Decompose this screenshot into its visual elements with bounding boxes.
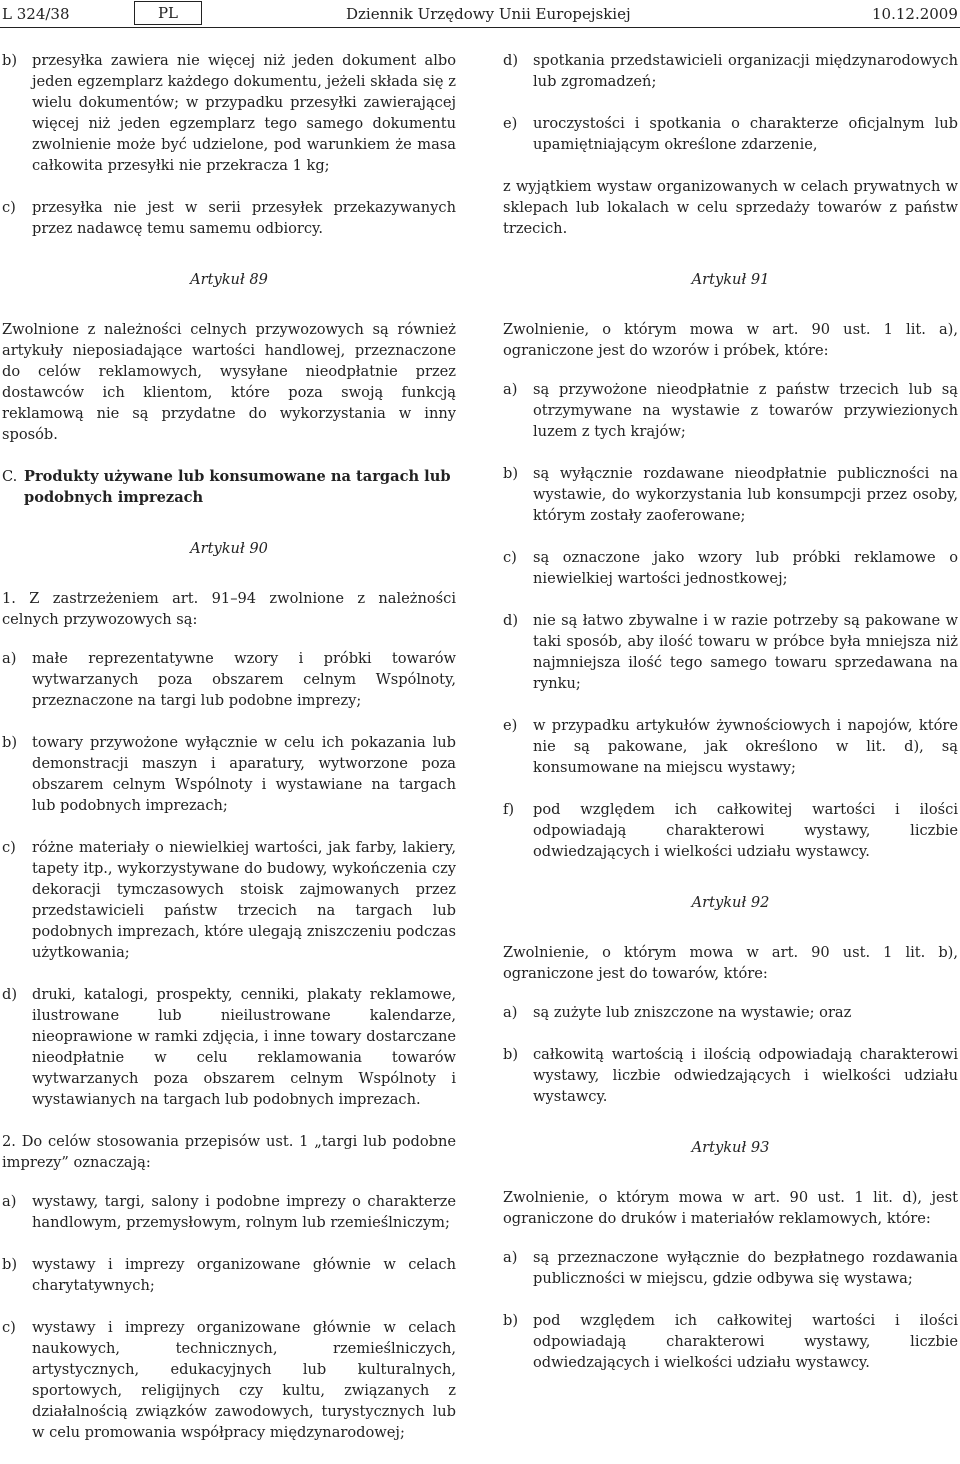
language-badge: PL — [134, 1, 202, 25]
list-item — [2, 197, 456, 239]
item-text: przesyłka zawiera nie więcej niż jeden dokument albo jeden egzemplarz każdego dokumentu, jeżeli składa się z wielu dokumentów; w przypadku przesyłki zawierającej więcej niż jeden egzemplarz tego samego dokumentu zwolnienie może być udzielone, pod warunkiem że masa całkowita przesyłki nie przekracza 1 kg; — [32, 52, 456, 174]
article-89-heading: Artykuł 89 — [190, 271, 268, 288]
list-item — [2, 648, 456, 711]
article-90-paragraph-2-list — [2, 1191, 456, 1443]
item-label: c) — [503, 549, 517, 566]
list-item — [2, 1254, 456, 1296]
item-text: są wyłącznie rozdawane nieodpłatnie publiczności na wystawie, do wykorzystania lub konsumpcji przez osoby, którym zostały zaoferowane; — [533, 465, 958, 524]
item-label: b) — [2, 1256, 18, 1273]
item-text: przesyłka nie jest w serii przesyłek przekazywanych przez nadawcę temu samemu odbiorcy. — [32, 199, 456, 237]
list-item — [503, 1310, 958, 1373]
list-item — [2, 984, 456, 1110]
article-92-intro: Zwolnienie, o którym mowa w art. 90 ust. 1 lit. b), ograniczone jest do towarów, które: — [503, 944, 958, 982]
article-93-list — [503, 1247, 958, 1373]
item-text: pod względem ich całkowitej wartości i ilości odpowiadają charakterowi wystawy, liczbie odwiedzających i wielkości udziału wystawcy. — [533, 1312, 958, 1371]
item-text: wystawy i imprezy organizowane głównie w celach charytatywnych; — [32, 1256, 456, 1294]
item-label: b) — [503, 1046, 519, 1063]
list-item — [2, 732, 456, 816]
item-text: druki, katalogi, prospekty, cenniki, plakaty reklamowe, ilustrowane lub nieilustrowane kalendarze, nieoprawione w ramki zdjęcia, i inne towary dostarczane nieodpłatnie w celu reklamowania towarów wytwarzanych poza obszarem celnym Wspólnoty i wystawianych na targach lub podobnych imprezach. — [32, 986, 456, 1108]
item-text: są zużyte lub zniszczone na wystawie; oraz — [533, 1004, 852, 1021]
article-92-heading: Artykuł 92 — [691, 894, 770, 911]
item-text: różne materiały o niewielkiej wartości, jak farby, lakiery, tapety itp., wykorzystywane do budowy, wykończenia czy dekoracji tymczasowych stoisk zajmowanych przez przedstawicieli państw trzecich na targach lub podobnych imprezach, które ulegają zniszczeniu podczas użytkowania; — [32, 839, 456, 961]
item-label: a) — [2, 650, 17, 667]
item-text: całkowitą wartością i ilością odpowiadają charakterowi wystawy, liczbie odwiedzających i wielkości udziału wystawcy. — [533, 1046, 958, 1105]
article-90-list — [2, 648, 456, 1110]
item-text: wystawy, targi, salony i podobne imprezy o charakterze handlowym, przemysłowym, rolnym lub rzemieślniczym; — [32, 1193, 456, 1231]
item-text: są przeznaczone wyłącznie do bezpłatnego rozdawania publiczności w miejscu, gdzie odbywa się wystawa; — [533, 1249, 958, 1287]
item-label: b) — [2, 734, 18, 751]
item-label: d) — [2, 986, 18, 1003]
article-91-list — [503, 379, 958, 862]
publication-date: 10.12.2009 — [872, 5, 958, 23]
item-text: są przywożone nieodpłatnie z państw trzecich lub są otrzymywane na wystawie z towarów przywiezionych luzem z tych krajów; — [533, 381, 958, 440]
list-item — [503, 799, 958, 862]
item-label: a) — [503, 1004, 518, 1021]
item-label: c) — [2, 839, 16, 856]
list-item — [503, 547, 958, 589]
item-text: są oznaczone jako wzory lub próbki reklamowe o niewielkiej wartości jednostkowej; — [533, 549, 958, 587]
continued-closing-text: z wyjątkiem wystaw organizowanych w celach prywatnych w sklepach lub lokalach w celu sprzedaży towarów z państw trzecich. — [503, 178, 958, 237]
list-item — [503, 1002, 958, 1023]
item-label: a) — [2, 1193, 17, 1210]
list-item — [2, 1191, 456, 1233]
section-title: Produkty używane lub konsumowane na targach lub podobnych imprezach — [24, 468, 451, 506]
item-label: f) — [503, 801, 515, 818]
journal-title: Dziennik Urzędowy Unii Europejskiej — [346, 5, 631, 23]
page-header — [0, 0, 960, 28]
list-item — [2, 50, 456, 176]
item-label: e) — [503, 115, 518, 132]
item-label: d) — [503, 52, 519, 69]
list-item — [503, 610, 958, 694]
article-93-heading: Artykuł 93 — [691, 1139, 770, 1156]
page-reference: L 324/38 — [2, 5, 70, 23]
item-text: nie są łatwo zbywalne i w razie potrzeby są pakowane w taki sposób, aby ilość towaru w próbce była mniejsza niż najmniejsza ilość tego samego towaru sprzedawana na rynku; — [533, 612, 958, 692]
article-91-intro: Zwolnienie, o którym mowa w art. 90 ust. 1 lit. a), ograniczone jest do wzorów i próbek, które: — [503, 321, 958, 359]
article-89-text: Zwolnione z należności celnych przywozowych są również artykuły nieposiadające wartości handlowej, przeznaczone do celów reklamowych, wysyłane nieodpłatnie przez dostawców ich klientom, które poza swoją funkcją reklamową nie są przydatne do wykorzystania w inny sposób. — [2, 321, 456, 443]
list-item — [2, 1317, 456, 1443]
item-text: spotkania przedstawicieli organizacji międzynarodowych lub zgromadzeń; — [533, 52, 958, 90]
section-label: C. — [2, 468, 18, 485]
list-item — [503, 50, 958, 92]
right-column — [503, 50, 958, 1394]
list-item — [503, 715, 958, 778]
item-label: b) — [503, 465, 519, 482]
list-item — [503, 463, 958, 526]
article-90-paragraph-1: 1. Z zastrzeżeniem art. 91–94 zwolnione z należności celnych przywozowych są: — [2, 590, 456, 628]
item-text: w przypadku artykułów żywnościowych i napojów, które nie są pakowane, jak określono w lit. d), są konsumowane na miejscu wystawy; — [533, 717, 958, 776]
item-text: wystawy i imprezy organizowane głównie w celach naukowych, technicznych, rzemieślniczych, artystycznych, edukacyjnych lub kulturalnych, sportowych, religijnych czy kultu, związanych z działalnością związków zawodowych, turystycznych lub w celu promowania współpracy międzynarodowej; — [32, 1319, 456, 1441]
list-item — [503, 113, 958, 155]
item-text: pod względem ich całkowitej wartości i ilości odpowiadają charakterowi wystawy, liczbie odwiedzających i wielkości udziału wystawcy. — [533, 801, 958, 860]
article-93-intro: Zwolnienie, o którym mowa w art. 90 ust. 1 lit. d), jest ograniczone do druków i materiałów reklamowych, które: — [503, 1189, 958, 1227]
continued-list — [503, 50, 958, 155]
section-heading — [2, 466, 456, 508]
left-column — [2, 50, 456, 1464]
list-item — [503, 379, 958, 442]
article-91-heading: Artykuł 91 — [691, 271, 770, 288]
list-item — [2, 837, 456, 963]
article-90-paragraph-2: 2. Do celów stosowania przepisów ust. 1 „targi lub podobne imprezy” oznaczają: — [2, 1133, 456, 1171]
item-label: c) — [2, 1319, 16, 1336]
list-item — [503, 1247, 958, 1289]
item-text: uroczystości i spotkania o charakterze oficjalnym lub upamiętniającym określone zdarzenie, — [533, 115, 958, 153]
item-label: a) — [503, 381, 518, 398]
item-text: małe reprezentatywne wzory i próbki towarów wytwarzanych poza obszarem celnym Wspólnoty, przeznaczone na targi lub podobne imprezy; — [32, 650, 456, 709]
item-label: b) — [2, 52, 18, 69]
article-92-list — [503, 1002, 958, 1107]
article-90-heading: Artykuł 90 — [190, 540, 268, 557]
item-text: towary przywożone wyłącznie w celu ich pokazania lub demonstracji maszyn i aparatury, wytworzone poza obszarem celnym Wspólnoty i wystawiane na targach lub podobnych imprezach; — [32, 734, 456, 814]
item-label: d) — [503, 612, 519, 629]
item-label: a) — [503, 1249, 518, 1266]
list-item — [503, 1044, 958, 1107]
header-divider — [0, 27, 960, 28]
item-label: b) — [503, 1312, 519, 1329]
item-label: e) — [503, 717, 518, 734]
item-label: c) — [2, 199, 16, 216]
